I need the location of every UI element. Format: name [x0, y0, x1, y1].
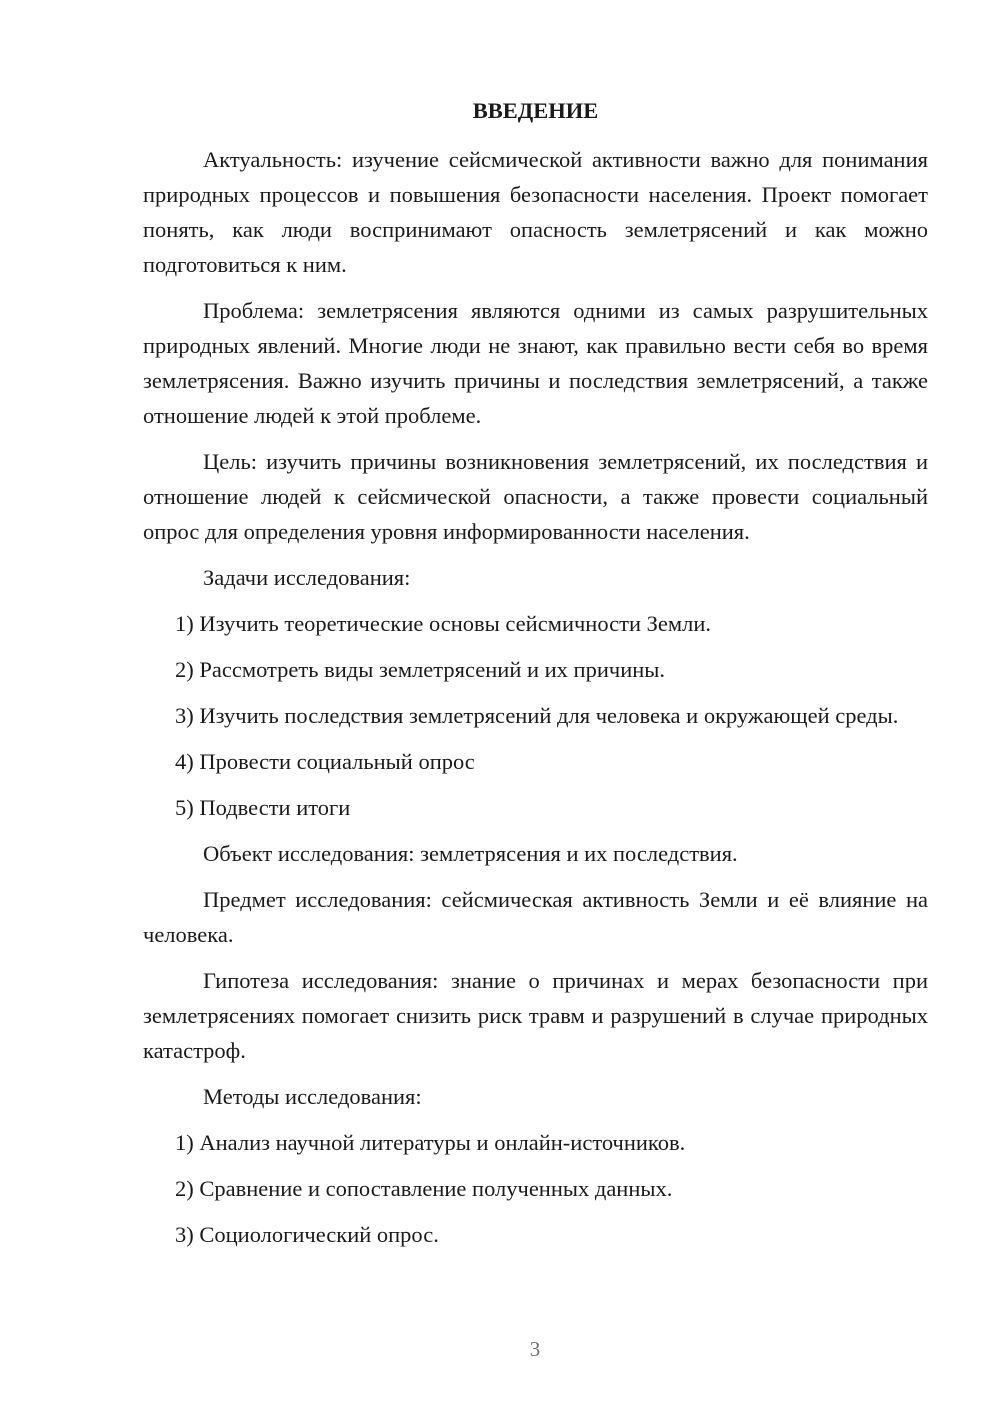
task-item: 3) Изучить последствия землетрясений для человека и окружающей среды.	[175, 703, 899, 728]
method-item: 2) Сравнение и сопоставление полученных данных.	[175, 1176, 673, 1201]
problem-paragraph: Проблема: землетрясения являются одними из самых разрушительных природных явлений. Многие люди не знают, как правильно вести себя во время землетрясения. Важно изучить причины и последствия землетрясений, а также отношение людей к этой проблеме.	[143, 298, 928, 428]
relevance-paragraph: Актуальность: изучение сейсмической активности важно для понимания природных процессов и повышения безопасности населения. Проект помогает понять, как люди воспринимают опасность землетрясений и как можно подготовиться к ним.	[143, 147, 928, 277]
page-title: ВВЕДЕНИЕ	[472, 98, 599, 123]
task-item: 5) Подвести итоги	[175, 795, 351, 820]
object-paragraph: Объект исследования: землетрясения и их последствия.	[203, 841, 738, 866]
page-number: 3	[529, 1337, 541, 1361]
goal-paragraph: Цель: изучить причины возникновения землетрясений, их последствия и отношение людей к сейсмической опасности, а также провести социальный опрос для определения уровня информированности населения.	[143, 449, 928, 544]
method-item: 3) Социологический опрос.	[175, 1222, 439, 1247]
task-item: 1) Изучить теоретические основы сейсмичности Земли.	[175, 611, 712, 636]
task-item: 4) Провести социальный опрос	[175, 749, 475, 774]
hypothesis-paragraph: Гипотеза исследования: знание о причинах и мерах безопасности при землетрясениях помогает снизить риск травм и разрушений в случае природных катастроф.	[143, 968, 928, 1063]
task-item: 2) Рассмотреть виды землетрясений и их причины.	[175, 657, 666, 682]
method-item: 1) Анализ научной литературы и онлайн-источников.	[175, 1130, 686, 1155]
subject-paragraph: Предмет исследования: сейсмическая активность Земли и её влияние на человека.	[143, 887, 928, 947]
document-body	[143, 93, 928, 1263]
methods-heading: Методы исследования:	[203, 1084, 422, 1109]
tasks-heading: Задачи исследования:	[203, 565, 411, 590]
